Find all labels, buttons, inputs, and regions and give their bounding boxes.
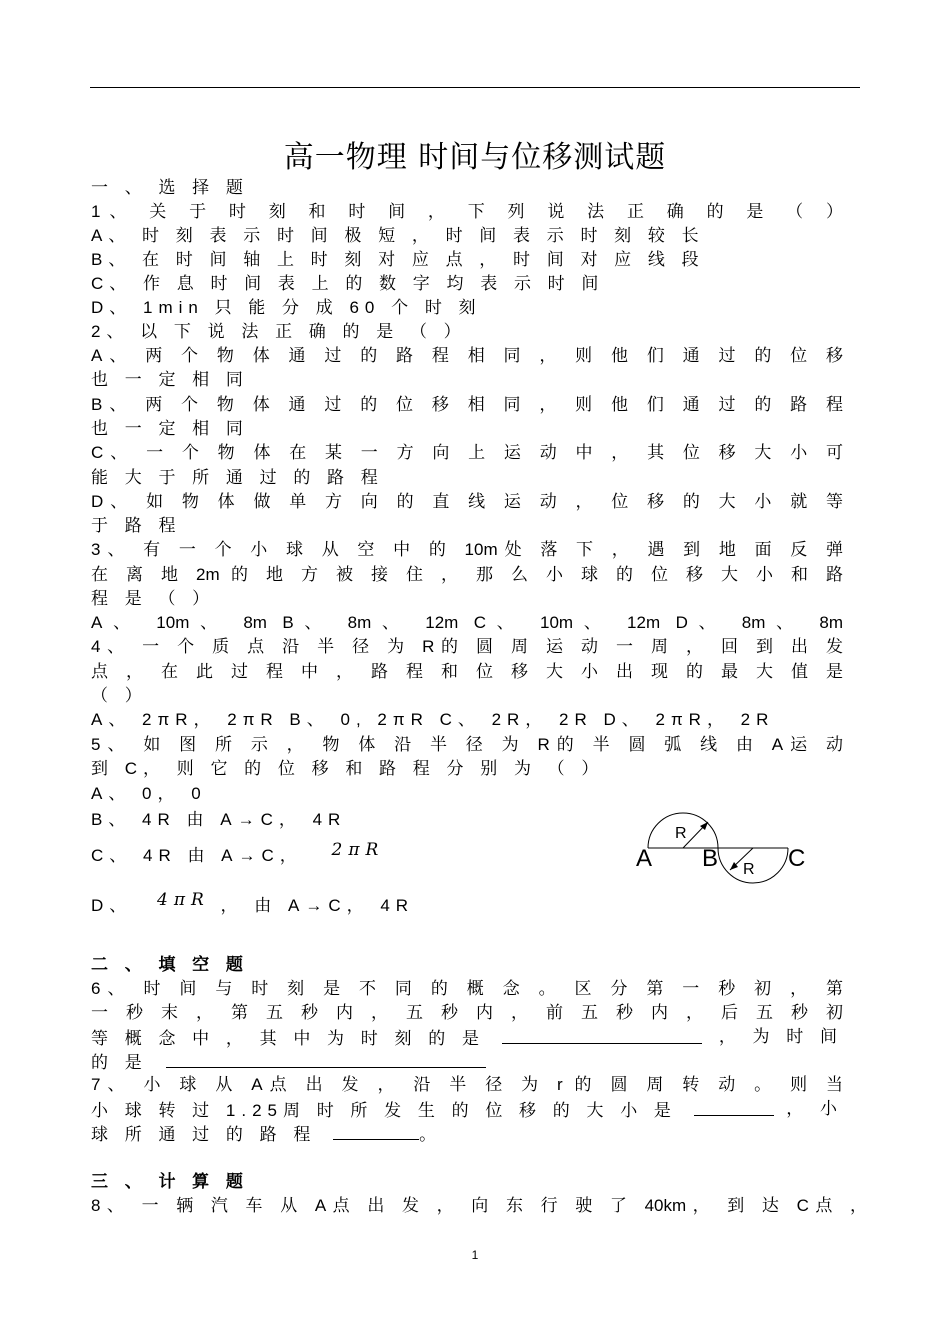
q5-option-d-suffix: ， 由 A→C， 4R bbox=[220, 896, 415, 915]
q5-option-c-text: C、 4R 由 A→C， bbox=[91, 846, 303, 865]
q5-option-d bbox=[91, 890, 843, 918]
q5-option-d-math: 4πR bbox=[157, 890, 210, 910]
radius-label-upper: R bbox=[675, 825, 687, 842]
text-line: 也 一 定 相 同 bbox=[91, 419, 249, 438]
text-line: 到 C， 则 它 的 位 移 和 路 程 分 别 为 （ ） bbox=[91, 759, 605, 778]
text-line: 也 一 定 相 同 bbox=[91, 370, 249, 389]
q7-line-3-text: 球 所 通 过 的 路 程 bbox=[91, 1125, 317, 1144]
text-line: 3、 有 一 个 小 球 从 空 中 的 10m处 落 下 ， 遇 到 地 面 反 弹 bbox=[91, 540, 843, 559]
q7-line-2-end: ， 小 bbox=[786, 1099, 843, 1118]
q7-blank-displacement[interactable] bbox=[694, 1097, 774, 1116]
text-line: 1、 关 于 时 刻 和 时 间 ， 下 列 说 法 正 确 的 是 （ ） bbox=[91, 202, 843, 221]
q7-line-3-end: 。 bbox=[419, 1125, 443, 1144]
text-line: C、 作 息 时 间 表 上 的 数 字 均 表 示 时 间 bbox=[91, 274, 605, 293]
radius-label-lower: R bbox=[743, 861, 755, 878]
text-line: D、 1min 只 能 分 成 60 个 时 刻 bbox=[91, 298, 482, 317]
q8-line-1: 8、 一 辆 汽 车 从 A点 出 发 ， 向 东 行 驶 了 40km， 到 达 C点 ， bbox=[91, 1196, 867, 1215]
point-a-label: A bbox=[636, 845, 653, 872]
q6-line-1: 6、 时 间 与 时 刻 是 不 同 的 概 念 。 区 分 第 一 秒 初 ， 第 bbox=[91, 979, 843, 998]
q6-blank-moment[interactable] bbox=[502, 1025, 702, 1044]
q6-line-4-text: 的 是 bbox=[91, 1053, 148, 1072]
text-line: A、 10m、 8m B、 8m、 12m C、 10m、 12m D、 8m、 8m bbox=[91, 613, 843, 632]
q6-line-3-text: 等 概 念 中 ， 其 中 为 时 刻 的 是 bbox=[91, 1029, 485, 1048]
text-line: 一 、 选 择 题 bbox=[91, 178, 249, 197]
q7-line-3 bbox=[91, 1121, 843, 1145]
semicircle-figure bbox=[630, 800, 820, 890]
header-rule bbox=[90, 87, 860, 88]
q7-line-2-text: 小 球 转 过 1.25周 时 所 发 生 的 位 移 的 大 小 是 bbox=[91, 1101, 677, 1120]
text-line: A、 2πR， 2πR B、 0, 2πR C、 2R， 2R D、 2πR， 2R bbox=[91, 710, 775, 729]
q5-option-b: B、 4R 由 A→C， 4R bbox=[91, 810, 347, 829]
text-line: 5、 如 图 所 示 ， 物 体 沿 半 径 为 R的 半 圆 弧 线 由 A运 动 bbox=[91, 735, 843, 754]
q6-line-2: 一 秒 末 ， 第 五 秒 内 ， 五 秒 内 ， 前 五 秒 内 ， 后 五 秒 初 bbox=[91, 1003, 843, 1022]
text-line: 点 ， 在 此 过 程 中 ， 路 程 和 位 移 大 小 出 现 的 最 大 值 是 bbox=[91, 662, 843, 681]
section-fill-heading: 二 、 填 空 题 bbox=[91, 955, 249, 974]
text-line: B、 两 个 物 体 通 过 的 位 移 相 同 ， 则 他 们 通 过 的 路 程 bbox=[91, 395, 843, 414]
q5-option-c-math: 2πR bbox=[331, 840, 385, 860]
q7-line-2 bbox=[91, 1097, 843, 1121]
text-line: 于 路 程 bbox=[91, 516, 182, 535]
q6-line-3-end: ， 为 时 间 bbox=[718, 1027, 843, 1046]
text-line: 能 大 于 所 通 过 的 路 程 bbox=[91, 468, 384, 487]
q7-blank-path[interactable] bbox=[333, 1121, 419, 1140]
point-c-label: C bbox=[788, 845, 806, 872]
text-line: B、 在 时 间 轴 上 时 刻 对 应 点 ， 时 间 对 应 线 段 bbox=[91, 250, 705, 269]
text-line: D、 如 物 体 做 单 方 向 的 直 线 运 动 ， 位 移 的 大 小 就 等 bbox=[91, 492, 843, 511]
page-title: 高一物理 时间与位移测试题 bbox=[283, 140, 667, 175]
point-b-label: B bbox=[702, 845, 719, 872]
page-number: 1 bbox=[471, 1248, 479, 1262]
text-line: A、 时 刻 表 示 时 间 极 短 ， 时 间 表 示 时 刻 较 长 bbox=[91, 226, 705, 245]
text-line: 程 是 （ ） bbox=[91, 589, 216, 608]
q6-blank-interval[interactable] bbox=[166, 1049, 486, 1068]
text-line: A、 0， 0 bbox=[91, 784, 207, 803]
text-line: C、 一 个 物 体 在 某 一 方 向 上 运 动 中 ， 其 位 移 大 小 可 bbox=[91, 443, 843, 462]
text-line: 在 离 地 2m 的 地 方 被 接 住 ， 那 么 小 球 的 位 移 大 小 和 路 bbox=[91, 565, 843, 584]
text-line: A、 两 个 物 体 通 过 的 路 程 相 同 ， 则 他 们 通 过 的 位 移 bbox=[91, 346, 843, 365]
text-line: 2、 以 下 说 法 正 确 的 是 （ ） bbox=[91, 322, 467, 341]
text-line: （ ） bbox=[91, 686, 148, 705]
text-line: 4、 一 个 质 点 沿 半 径 为 R的 圆 周 运 动 一 周 ， 回 到 出 发 bbox=[91, 637, 843, 656]
q6-line-3 bbox=[91, 1025, 843, 1049]
q6-line-4 bbox=[91, 1049, 843, 1073]
section-calc-heading: 三 、 计 算 题 bbox=[91, 1172, 249, 1191]
q7-line-1: 7、 小 球 从 A点 出 发 ， 沿 半 径 为 r 的 圆 周 转 动 。 则 当 bbox=[91, 1075, 843, 1094]
q5-option-d-prefix: D、 bbox=[91, 896, 133, 915]
